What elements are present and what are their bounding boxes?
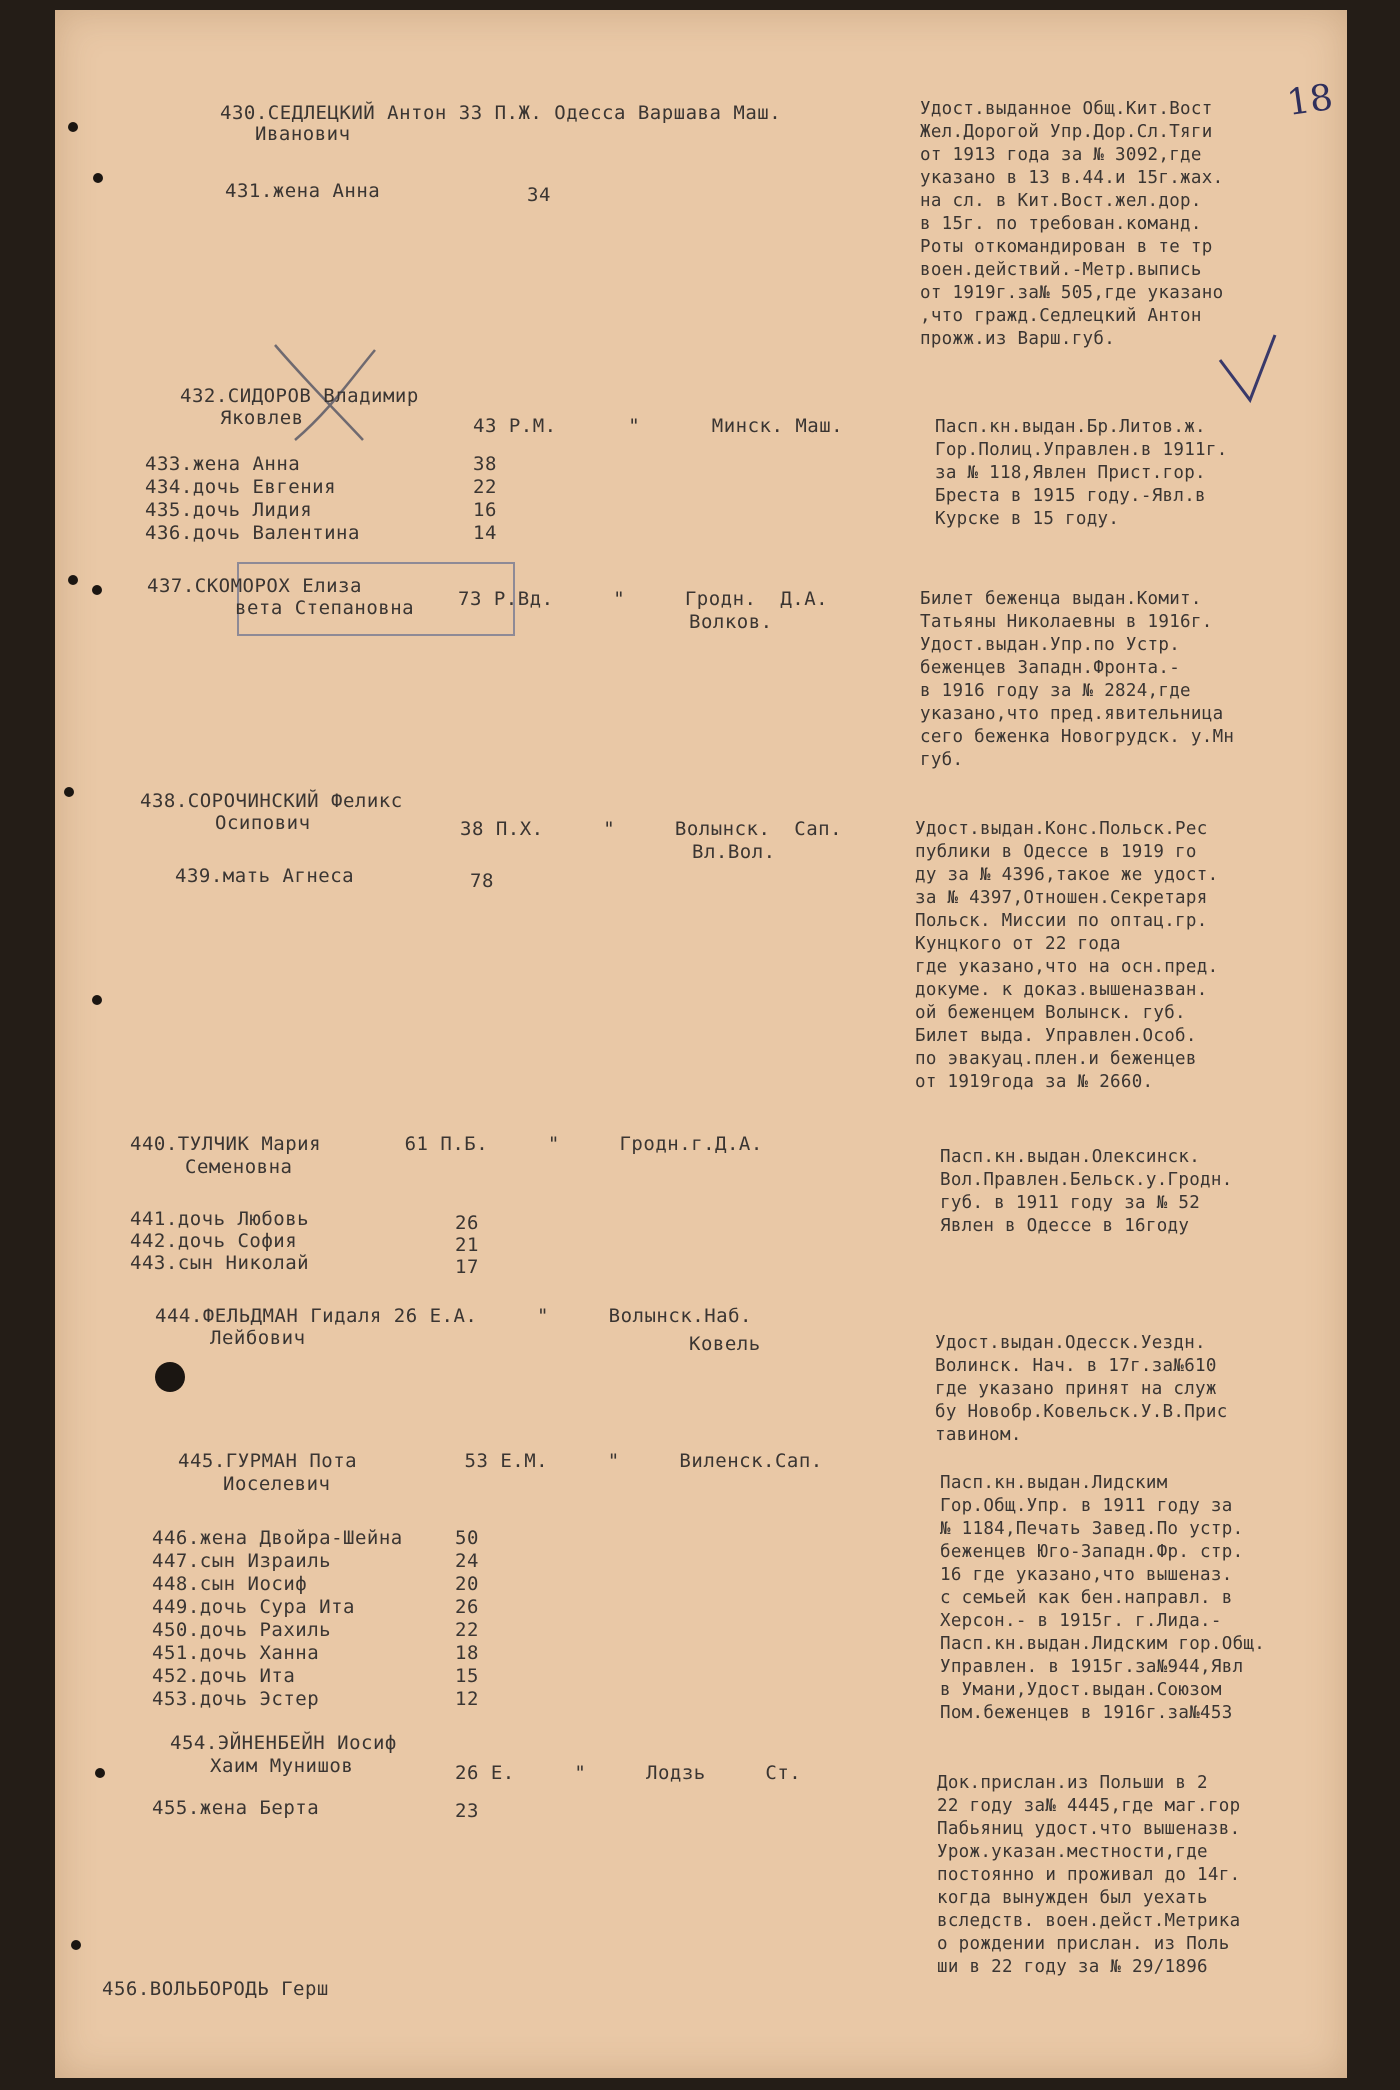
entry-line: Семеновна	[185, 1156, 293, 1178]
family-member: 436.дочь Валентина	[145, 522, 360, 544]
family-member: 446.жена Двойра-Шейна	[152, 1527, 403, 1549]
member-age: 14	[473, 522, 497, 544]
family-member: 431.жена Анна	[225, 180, 381, 202]
document-line: Удост.выдан.Конс.Польск.Рес	[915, 819, 1208, 839]
document-line: на сл. в Кит.Вост.жел.дор.	[920, 191, 1202, 211]
member-age: 17	[455, 1256, 479, 1278]
punch-hole	[155, 1362, 185, 1392]
entry-line: 43 Р.М. " Минск. Маш.	[473, 415, 844, 437]
member-age: 12	[455, 1688, 479, 1710]
document-line: Пасп.кн.выдан.Лидским гор.Общ.	[940, 1634, 1266, 1654]
entry-line: Ковель	[689, 1333, 761, 1355]
folio-number: 18	[1284, 77, 1336, 124]
member-age: 20	[455, 1573, 479, 1595]
entry-line: вета Степановна	[235, 597, 415, 619]
member-age: 26	[455, 1212, 479, 1234]
member-age: 23	[455, 1800, 479, 1822]
document-line: ши в 22 году за № 29/1896	[937, 1957, 1208, 1977]
entry-line: 73 Р.Вд. " Гродн. Д.А.	[458, 588, 829, 610]
entry-line: 444.ФЕЛЬДМАН Гидаля 26 Е.А. " Волынск.Наб.	[155, 1305, 752, 1327]
family-member: 447.сын Израиль	[152, 1550, 332, 1572]
document-line: Волинск. Нач. в 17г.за№610	[935, 1356, 1217, 1376]
entry-line: Иванович	[255, 123, 351, 145]
document-line: Вол.Правлен.Бельск.у.Гродн.	[940, 1170, 1233, 1190]
document-line: Жел.Дорогой Упр.Дор.Сл.Тяги	[920, 122, 1213, 142]
document-line: Кунцкого от 22 года	[915, 934, 1121, 954]
member-age: 18	[455, 1642, 479, 1664]
document-line: постоянно и проживал до 14г.	[937, 1865, 1241, 1885]
document-line: по эвакуац.плен.и беженцев	[915, 1049, 1197, 1069]
archive-page	[55, 10, 1347, 2078]
document-line: от 1913 года за № 3092,где	[920, 145, 1202, 165]
member-age: 22	[455, 1619, 479, 1641]
family-member: 452.дочь Ита	[152, 1665, 296, 1687]
entry-line: 38 П.Х. " Волынск. Сап.	[460, 818, 843, 840]
document-line: Бреста в 1915 году.-Явл.в	[935, 486, 1206, 506]
document-line: докуме. к доказ.вышеназван.	[915, 980, 1208, 1000]
document-line: в 15г. по требован.команд.	[920, 214, 1202, 234]
document-line: публики в Одессе в 1919 го	[915, 842, 1197, 862]
document-line: № 1184,Печать Завед.По устр.	[940, 1519, 1244, 1539]
document-line: губ.	[920, 750, 964, 770]
punch-hole	[68, 575, 78, 585]
family-member: 455.жена Берта	[152, 1797, 320, 1819]
document-line: Док.прислан.из Польши в 2	[937, 1773, 1208, 1793]
entry-line: Лейбович	[210, 1327, 306, 1349]
document-line: Удост.выдан.Упр.по Устр.	[920, 635, 1181, 655]
document-line: Роты откомандирован в те тр	[920, 237, 1213, 257]
entry-line: 432.СИДОРОВ Владимир	[180, 385, 419, 407]
footer-entry: 456.ВОЛЬБОРОДЬ Герш	[102, 1978, 329, 2000]
member-age: 24	[455, 1550, 479, 1572]
document-line: где указано,что на осн.пред.	[915, 957, 1219, 977]
document-line: 22 году за№ 4445,где маг.гор	[937, 1796, 1241, 1816]
document-line: Гор.Общ.Упр. в 1911 году за	[940, 1496, 1233, 1516]
entry-line: Вл.Вол.	[692, 841, 776, 863]
document-line: ,что гражд.Седлецкий Антон	[920, 306, 1202, 326]
family-member: 450.дочь Рахиль	[152, 1619, 332, 1641]
document-line: Херсон.- в 1915г. г.Лида.-	[940, 1611, 1222, 1631]
document-line: где указано принят на служ	[935, 1379, 1217, 1399]
document-line: вследств. воен.дейст.Метрика	[937, 1911, 1241, 1931]
document-line: Билет беженца выдан.Комит.	[920, 589, 1202, 609]
entry-line: 437.СКОМОРОХ Елиза	[147, 575, 362, 597]
document-line: Урож.указан.местности,где	[937, 1842, 1208, 1862]
family-member: 451.дочь Ханна	[152, 1642, 320, 1664]
document-line: Курске в 15 году.	[935, 509, 1120, 529]
family-member: 453.дочь Эстер	[152, 1688, 320, 1710]
document-line: Удост.выдан.Одесск.Уездн.	[935, 1333, 1206, 1353]
document-line: когда вынужден был уехать	[937, 1888, 1208, 1908]
document-line: Татьяны Николаевны в 1916г.	[920, 612, 1213, 632]
document-line: бу Новобр.Ковельск.У.В.Прис	[935, 1402, 1228, 1422]
entry-line: 26 Е. " Лодзь Ст.	[455, 1762, 802, 1784]
document-line: за № 118,Явлен Прист.гор.	[935, 463, 1206, 483]
pencil-tick-mark	[1210, 330, 1290, 410]
punch-hole	[71, 1940, 81, 1950]
family-member: 435.дочь Лидия	[145, 499, 313, 521]
punch-hole	[93, 173, 103, 183]
document-line: Пом.беженцев в 1916г.за№453	[940, 1703, 1233, 1723]
document-line: Управлен. в 1915г.за№944,Явл	[940, 1657, 1244, 1677]
document-line: с семьей как бен.направл. в	[940, 1588, 1233, 1608]
document-line: Гор.Полиц.Управлен.в 1911г.	[935, 440, 1228, 460]
member-age: 15	[455, 1665, 479, 1687]
member-age: 22	[473, 476, 497, 498]
entry-line: 430.СЕДЛЕЦКИЙ Антон 33 П.Ж. Одесса Варшава Маш.	[220, 102, 782, 124]
document-line: указано,что пред.явительница	[920, 704, 1224, 724]
punch-hole	[68, 122, 78, 132]
member-age: 50	[455, 1527, 479, 1549]
entry-line: Хаим Мунишов	[210, 1755, 354, 1777]
document-line: в Умани,Удост.выдан.Союзом	[940, 1680, 1222, 1700]
document-line: от 1919года за № 2660.	[915, 1072, 1154, 1092]
document-line: Польск. Миссии по оптац.гр.	[915, 911, 1208, 931]
document-line: сего беженка Новогрудск. у.Мн	[920, 727, 1235, 747]
document-line: губ. в 1911 году за № 52	[940, 1193, 1201, 1213]
document-line: Пасп.кн.выдан.Лидским	[940, 1473, 1168, 1493]
family-member: 434.дочь Евгения	[145, 476, 337, 498]
entry-line: 454.ЭЙНЕНБЕЙН Иосиф	[170, 1732, 397, 1754]
document-line: ой беженцем Волынск. губ.	[915, 1003, 1186, 1023]
family-member: 442.дочь София	[130, 1230, 298, 1252]
punch-hole	[92, 585, 102, 595]
document-line: 16 где указано,что вышеназ.	[940, 1565, 1233, 1585]
document-line: указано в 13 в.44.и 15г.жах.	[920, 168, 1224, 188]
family-member: 441.дочь Любовь	[130, 1208, 310, 1230]
document-line: Пасп.кн.выдан.Бр.Литов.ж.	[935, 417, 1206, 437]
member-age: 78	[470, 870, 494, 892]
family-member: 443.сын Николай	[130, 1252, 310, 1274]
punch-hole	[92, 995, 102, 1005]
family-member: 448.сын Иосиф	[152, 1573, 308, 1595]
document-line: Пасп.кн.выдан.Олексинск.	[940, 1147, 1201, 1167]
family-member: 449.дочь Сура Ита	[152, 1596, 355, 1618]
document-line: Билет выда. Управлен.Особ.	[915, 1026, 1197, 1046]
document-line: воен.действий.-Метр.выпись	[920, 260, 1202, 280]
member-age: 21	[455, 1234, 479, 1256]
member-age: 26	[455, 1596, 479, 1618]
punch-hole	[95, 1768, 105, 1778]
entry-line: Волков.	[689, 611, 773, 633]
document-line: от 1919г.за№ 505,где указано	[920, 283, 1224, 303]
document-line: за № 4397,Отношен.Секретаря	[915, 888, 1208, 908]
document-line: ду за № 4396,такое же удост.	[915, 865, 1219, 885]
entry-line: Иоселевич	[223, 1473, 331, 1495]
document-line: прожж.из Варш.губ.	[920, 329, 1116, 349]
member-age: 34	[527, 184, 551, 206]
document-line: тавином.	[935, 1425, 1022, 1445]
entry-line: Осипович	[215, 812, 311, 834]
document-line: беженцев Западн.Фронта.-	[920, 658, 1181, 678]
entry-line: 440.ТУЛЧИК Мария 61 П.Б. " Гродн.г.Д.А.	[130, 1133, 763, 1155]
member-age: 16	[473, 499, 497, 521]
entry-line: Яковлев	[220, 407, 304, 429]
document-line: Удост.выданное Общ.Кит.Вост	[920, 99, 1213, 119]
document-line: беженцев Юго-Западн.Фр. стр.	[940, 1542, 1244, 1562]
document-line: о рождении прислан. из Поль	[937, 1934, 1230, 1954]
document-line: Пабьяниц удост.что вышеназв.	[937, 1819, 1241, 1839]
document-line: Явлен в Одессе в 16году	[940, 1216, 1190, 1236]
family-member: 439.мать Агнеса	[175, 865, 355, 887]
punch-hole	[64, 787, 74, 797]
family-member: 433.жена Анна	[145, 453, 301, 475]
entry-line: 445.ГУРМАН Пота 53 Е.М. " Виленск.Сап.	[178, 1450, 823, 1472]
member-age: 38	[473, 453, 497, 475]
document-line: в 1916 году за № 2824,где	[920, 681, 1191, 701]
entry-line: 438.СОРОЧИНСКИЙ Феликс	[140, 790, 403, 812]
